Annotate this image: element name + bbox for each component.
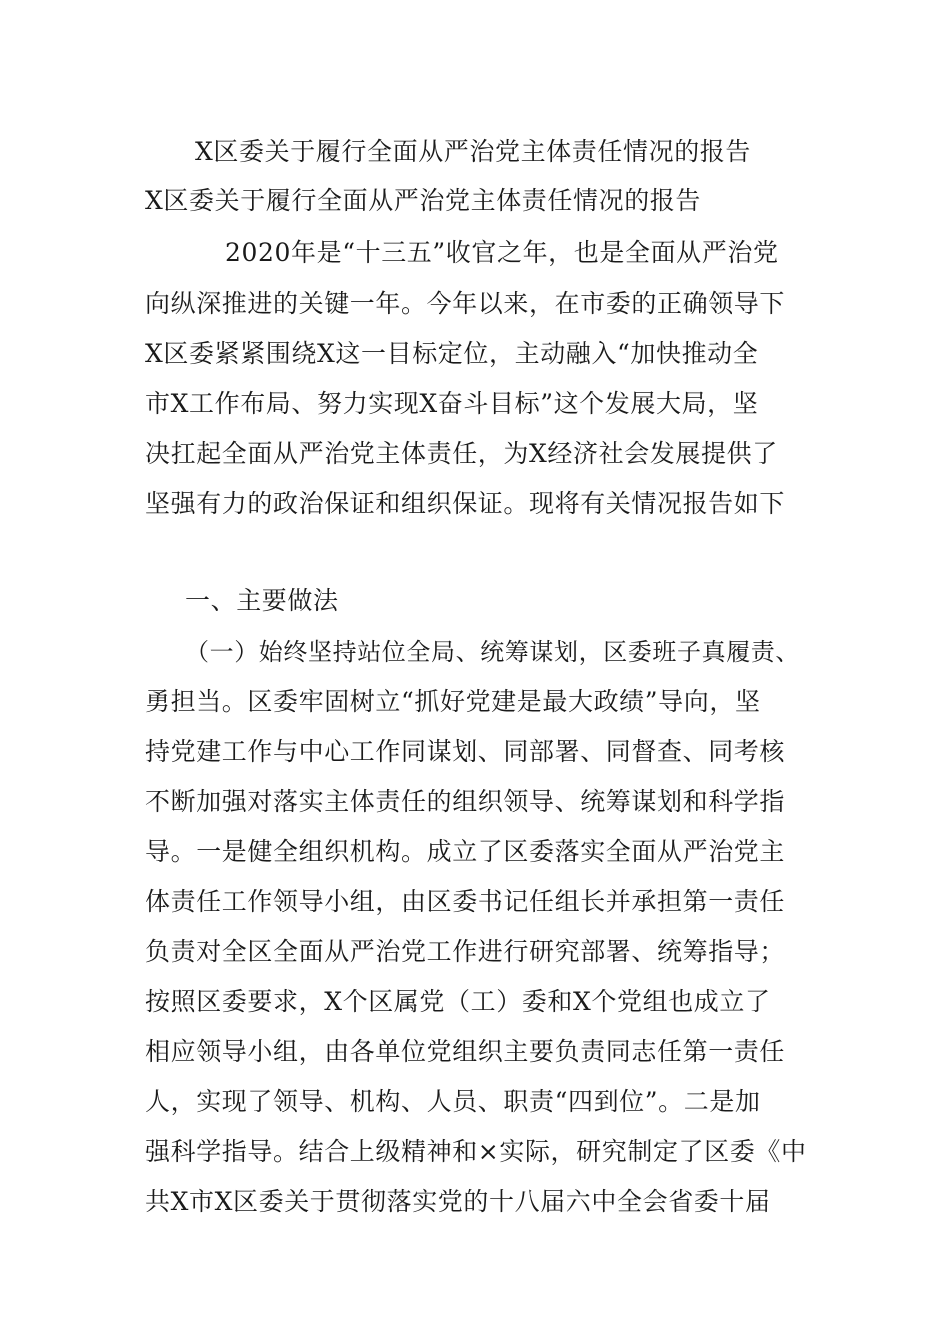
intro-line: X区委紧紧围绕X这一目标定位，主动融入“加快推动全 [145,339,759,368]
body-line: 勇担当。区委牢固树立“抓好党建是最大政绩”导向，坚 [145,687,761,716]
body-line: 持党建工作与中心工作同谋划、同部署、同督查、同考核 [145,737,786,766]
body-line: 导。一是健全组织机构。成立了区委落实全面从严治党主 [145,837,786,866]
body-line: 共X市X区委关于贯彻落实党的十八届六中全会省委十届 [145,1187,771,1216]
body-line: 强科学指导。结合上级精神和×实际，研究制定了区委《中 [145,1137,807,1166]
document-subtitle: X区委关于履行全面从严治党主体责任情况的报告 [145,186,701,215]
document-title: X区委关于履行全面从严治党主体责任情况的报告 [195,137,751,166]
section-heading: 一、主要做法 [185,586,339,615]
body-line: 不断加强对落实主体责任的组织领导、统筹谋划和科学指 [145,787,786,816]
body-line: 相应领导小组，由各单位党组织主要负责同志任第一责任 [145,1037,786,1066]
intro-line: 坚强有力的政治保证和组织保证。现将有关情况报告如下 [145,489,786,518]
body-line: 按照区委要求，X个区属党（工）委和X个党组也成立了 [145,987,771,1016]
body-line: 负责对全区全面从严治党工作进行研究部署、统筹指导； [145,937,786,966]
body-line: 体责任工作领导小组，由区委书记任组长并承担第一责任 [145,887,786,916]
body-line: （一）始终坚持站位全局、统筹谋划，区委班子真履责、 [185,638,800,666]
intro-line: 决扛起全面从严治党主体责任，为X经济社会发展提供了 [145,439,778,468]
intro-line: 市X工作布局、努力实现X奋斗目标”这个发展大局，坚 [145,389,759,418]
body-line: 人，实现了领导、机构、人员、职责“四到位”。二是加 [145,1087,761,1116]
intro-line: 2020年是“十三五”收官之年，也是全面从严治党 [225,238,779,267]
intro-line: 向纵深推进的关键一年。今年以来，在市委的正确领导下 [145,289,786,318]
